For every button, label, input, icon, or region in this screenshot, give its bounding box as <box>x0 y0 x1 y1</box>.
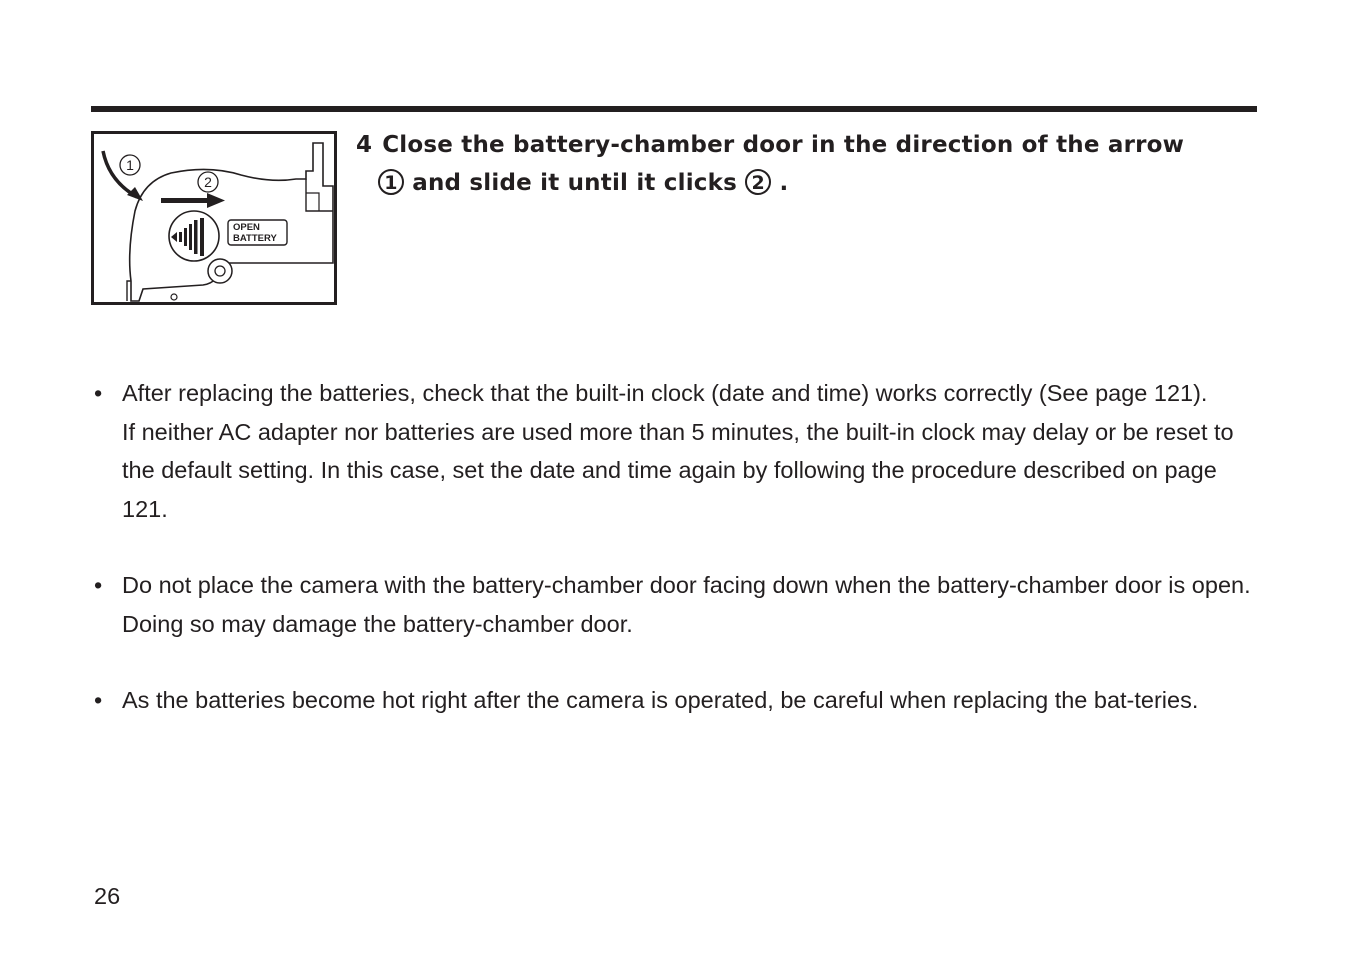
callout-2: 2 <box>204 174 212 190</box>
top-rule <box>91 106 1257 112</box>
step-line-2 <box>356 164 1256 202</box>
callout-1: 1 <box>126 157 134 173</box>
battery-label: BATTERY <box>233 233 277 244</box>
open-label: OPEN <box>233 222 260 233</box>
circled-number-1: 1 <box>378 169 404 195</box>
step-instruction <box>356 126 1256 202</box>
battery-door-illustration <box>91 131 337 305</box>
note-paragraph: As the batteries become hot right after the camera is operated, be careful when replacing the bat-teries. <box>122 687 1199 713</box>
note-hot-batteries <box>94 681 1264 720</box>
note-paragraph: If neither AC adapter nor batteries are used more than 5 minutes, the built-in clock may delay or be reset to the default setting. In this case, set the date and time again by following the procedure described on page 121. <box>122 418 1234 522</box>
bullet: • <box>94 380 103 406</box>
note-clock <box>94 374 1264 528</box>
note-paragraph: After replacing the batteries, check that the built-in clock (date and time) works correctly (See page 121). <box>122 380 1208 406</box>
notes-list <box>94 374 1264 720</box>
step-text-1: Close the battery-chamber door in the direction of the arrow <box>382 132 1185 158</box>
step-text-end: . <box>779 170 789 196</box>
page-number: 26 <box>94 883 121 909</box>
note-paragraph: Do not place the camera with the battery-chamber door facing down when the battery-chamber door is open. Doing so may damage the battery-chamber door. <box>122 572 1251 637</box>
step-number: 4 <box>356 132 373 158</box>
step-line-1 <box>356 126 1256 164</box>
bullet: • <box>94 687 103 713</box>
bullet: • <box>94 572 103 598</box>
circled-number-2: 2 <box>745 169 771 195</box>
step-text-2: and slide it until it clicks <box>412 170 738 196</box>
note-door-facing <box>94 566 1264 643</box>
